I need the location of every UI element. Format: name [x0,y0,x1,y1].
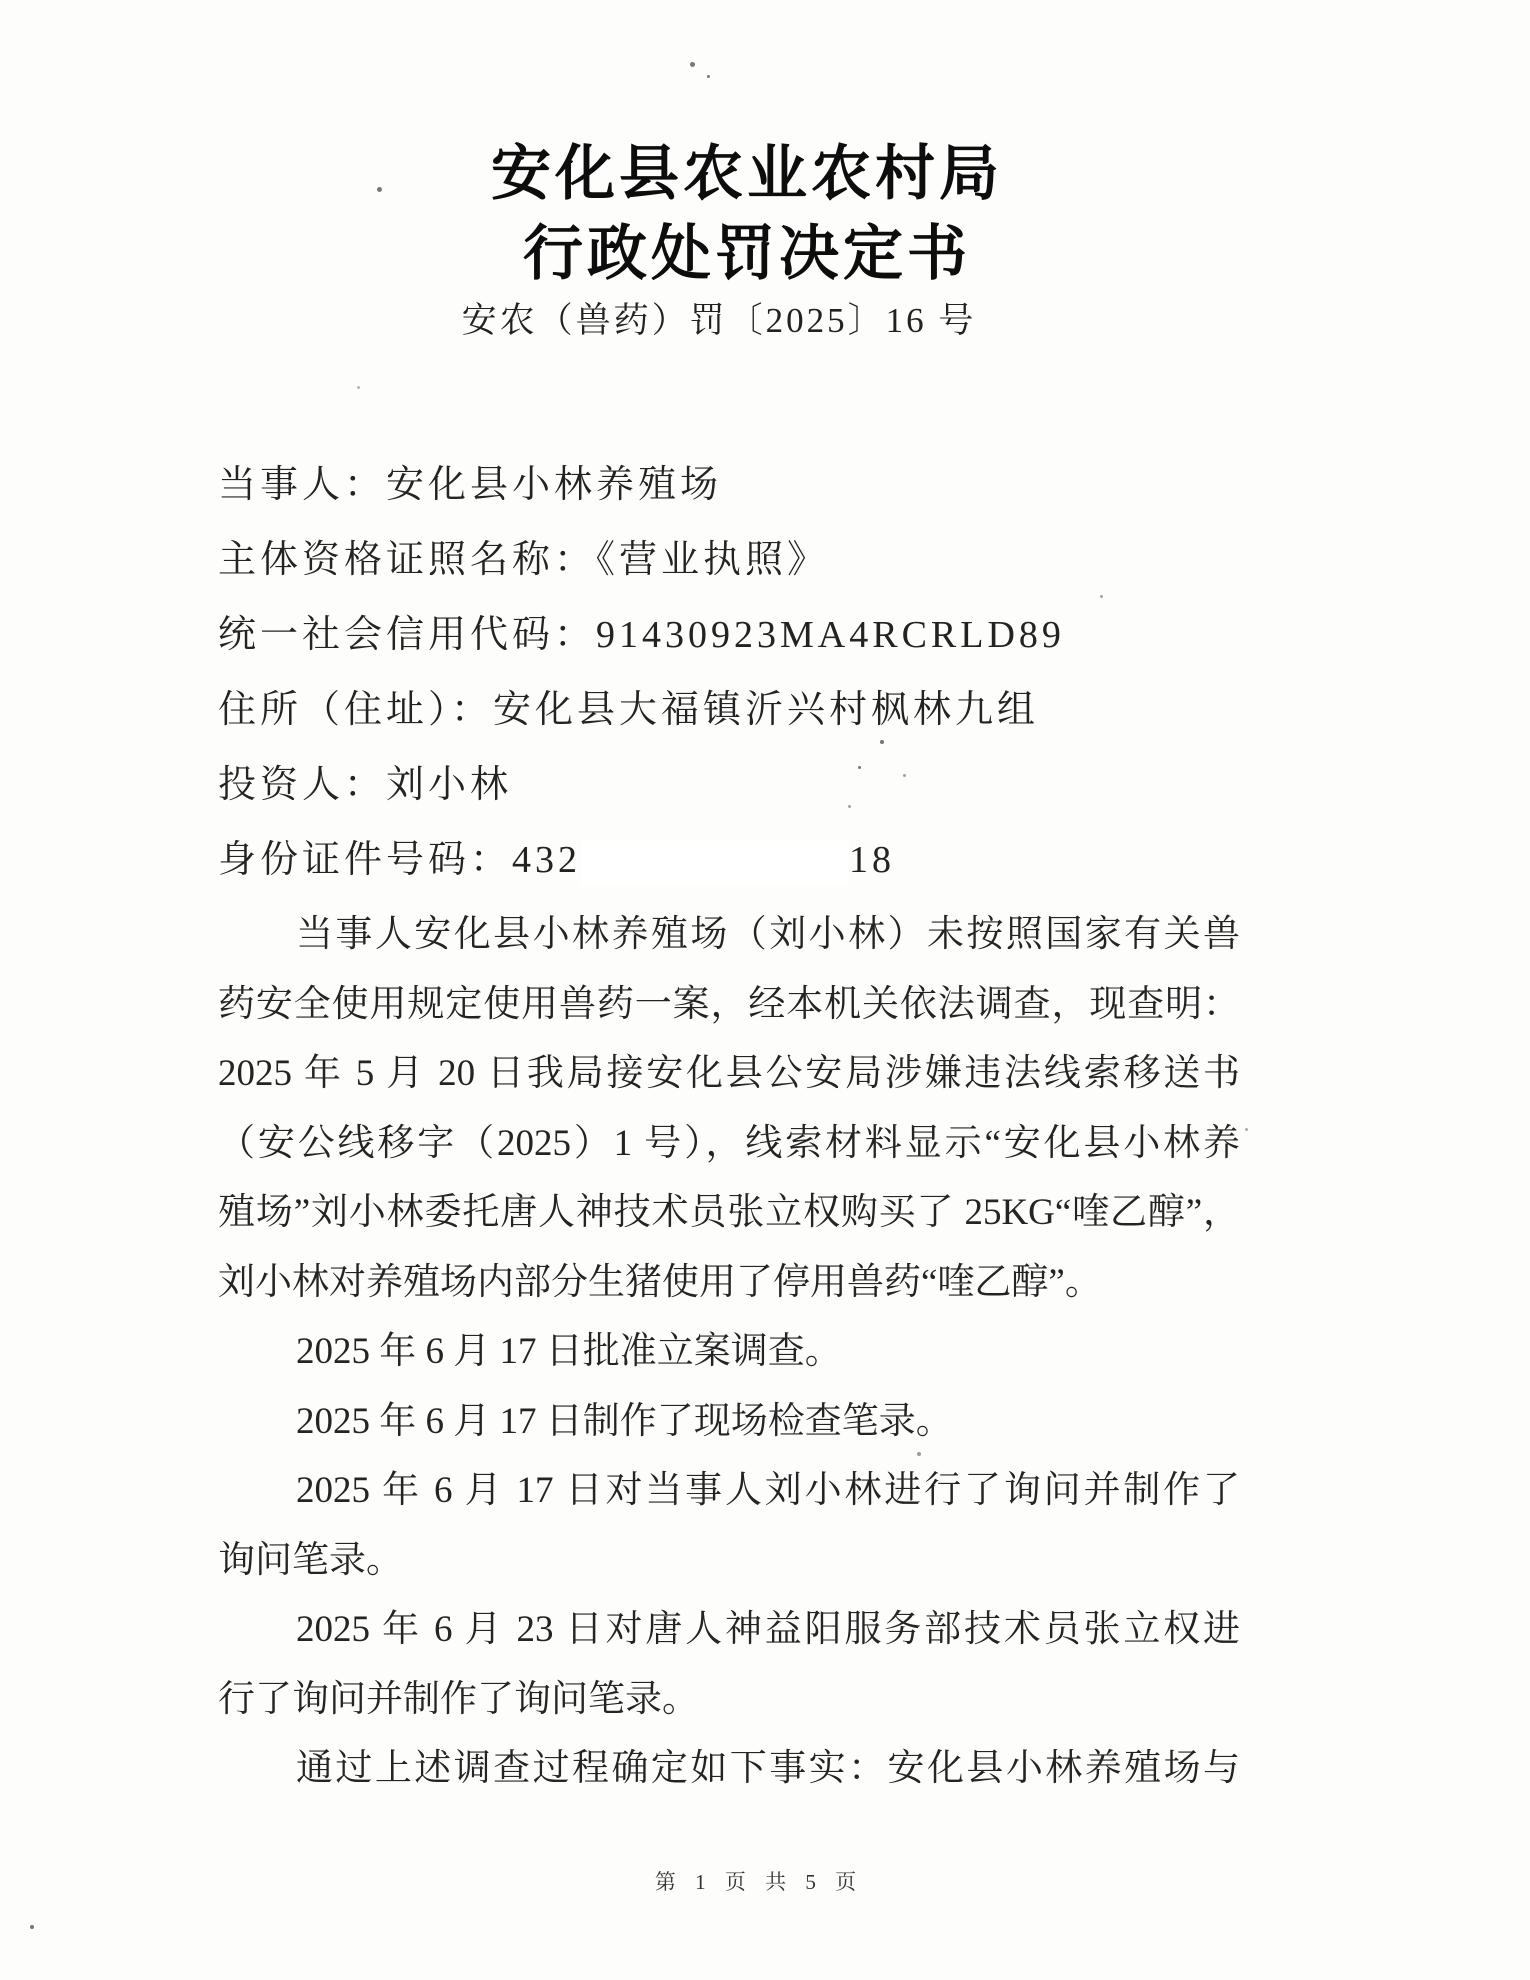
scan-speck [690,62,695,67]
investor-line: 投资人：刘小林 [218,764,513,806]
page-number-footer: 第 1 页 共 5 页 [654,1870,864,1894]
party-name-line: 当事人：安化县小林养殖场 [218,464,723,506]
scan-speck [858,766,861,769]
license-name-line: 主体资格证照名称：《营业执照》 [218,539,830,581]
body-line: 通过上述调查过程确定如下事实：安化县小林养殖场与 [296,1748,1240,1789]
body-line: 2025 年 5 月 20 日我局接安化县公安局涉嫌违法线索移送书 [218,1053,1240,1094]
body-line: 刘小林对养殖场内部分生猪使用了停用兽药“喹乙醇”。 [218,1261,1102,1303]
address-line: 住所（住址）：安化县大福镇沂兴村枫林九组 [218,689,1040,731]
body-line: 2025 年 6 月 17 日批准立案调查。 [296,1331,842,1372]
scan-speck [30,1925,34,1929]
scan-speck [1100,595,1103,598]
id-number-line [218,823,1240,898]
issuing-authority-title: 安化县农业农村局 [491,141,1003,207]
body-line: 2025 年 6 月 17 日制作了现场检查笔录。 [296,1400,953,1442]
body-line: 药安全使用规定使用兽药一案，经本机关依法调查，现查明： [218,983,1240,1025]
document-number: 安农（兽药）罚〔2025〕16 号 [461,301,977,340]
body-line: （安公线移字（2025）1 号），线索材料显示“安化县小林养 [218,1122,1240,1164]
document-header [236,134,1258,294]
party-info-section [218,448,1240,898]
scan-speck [917,1452,921,1456]
body-line: 行了询问并制作了询问笔录。 [218,1678,699,1720]
document-type-title: 行政处罚决定书 [523,221,971,287]
body-line: 询问笔录。 [218,1539,403,1581]
scan-speck [903,774,906,777]
scan-speck [848,805,851,808]
body-line: 2025 年 6 月 17 日对当事人刘小林进行了询问并制作了 [296,1470,1240,1511]
redaction-box [581,840,849,886]
scan-speck [357,386,360,389]
body-text-section [218,900,1240,1804]
scan-speck [377,187,382,192]
scan-speck [707,75,710,78]
body-line: 殖场”刘小林委托唐人神技术员张立权购买了 25KG“喹乙醇”， [218,1192,1240,1233]
body-line: 2025 年 6 月 23 日对唐人神益阳服务部技术员张立权进 [296,1609,1240,1650]
credit-code-line: 统一社会信用代码：91430923MA4RCRLD89 [218,614,1065,656]
scan-speck [880,740,884,744]
id-number-prefix: 身份证件号码：432 [218,839,582,881]
id-number-suffix: 18 [849,839,896,881]
body-line: 当事人安化县小林养殖场（刘小林）未按照国家有关兽 [296,914,1240,955]
scan-speck [1245,1128,1248,1131]
